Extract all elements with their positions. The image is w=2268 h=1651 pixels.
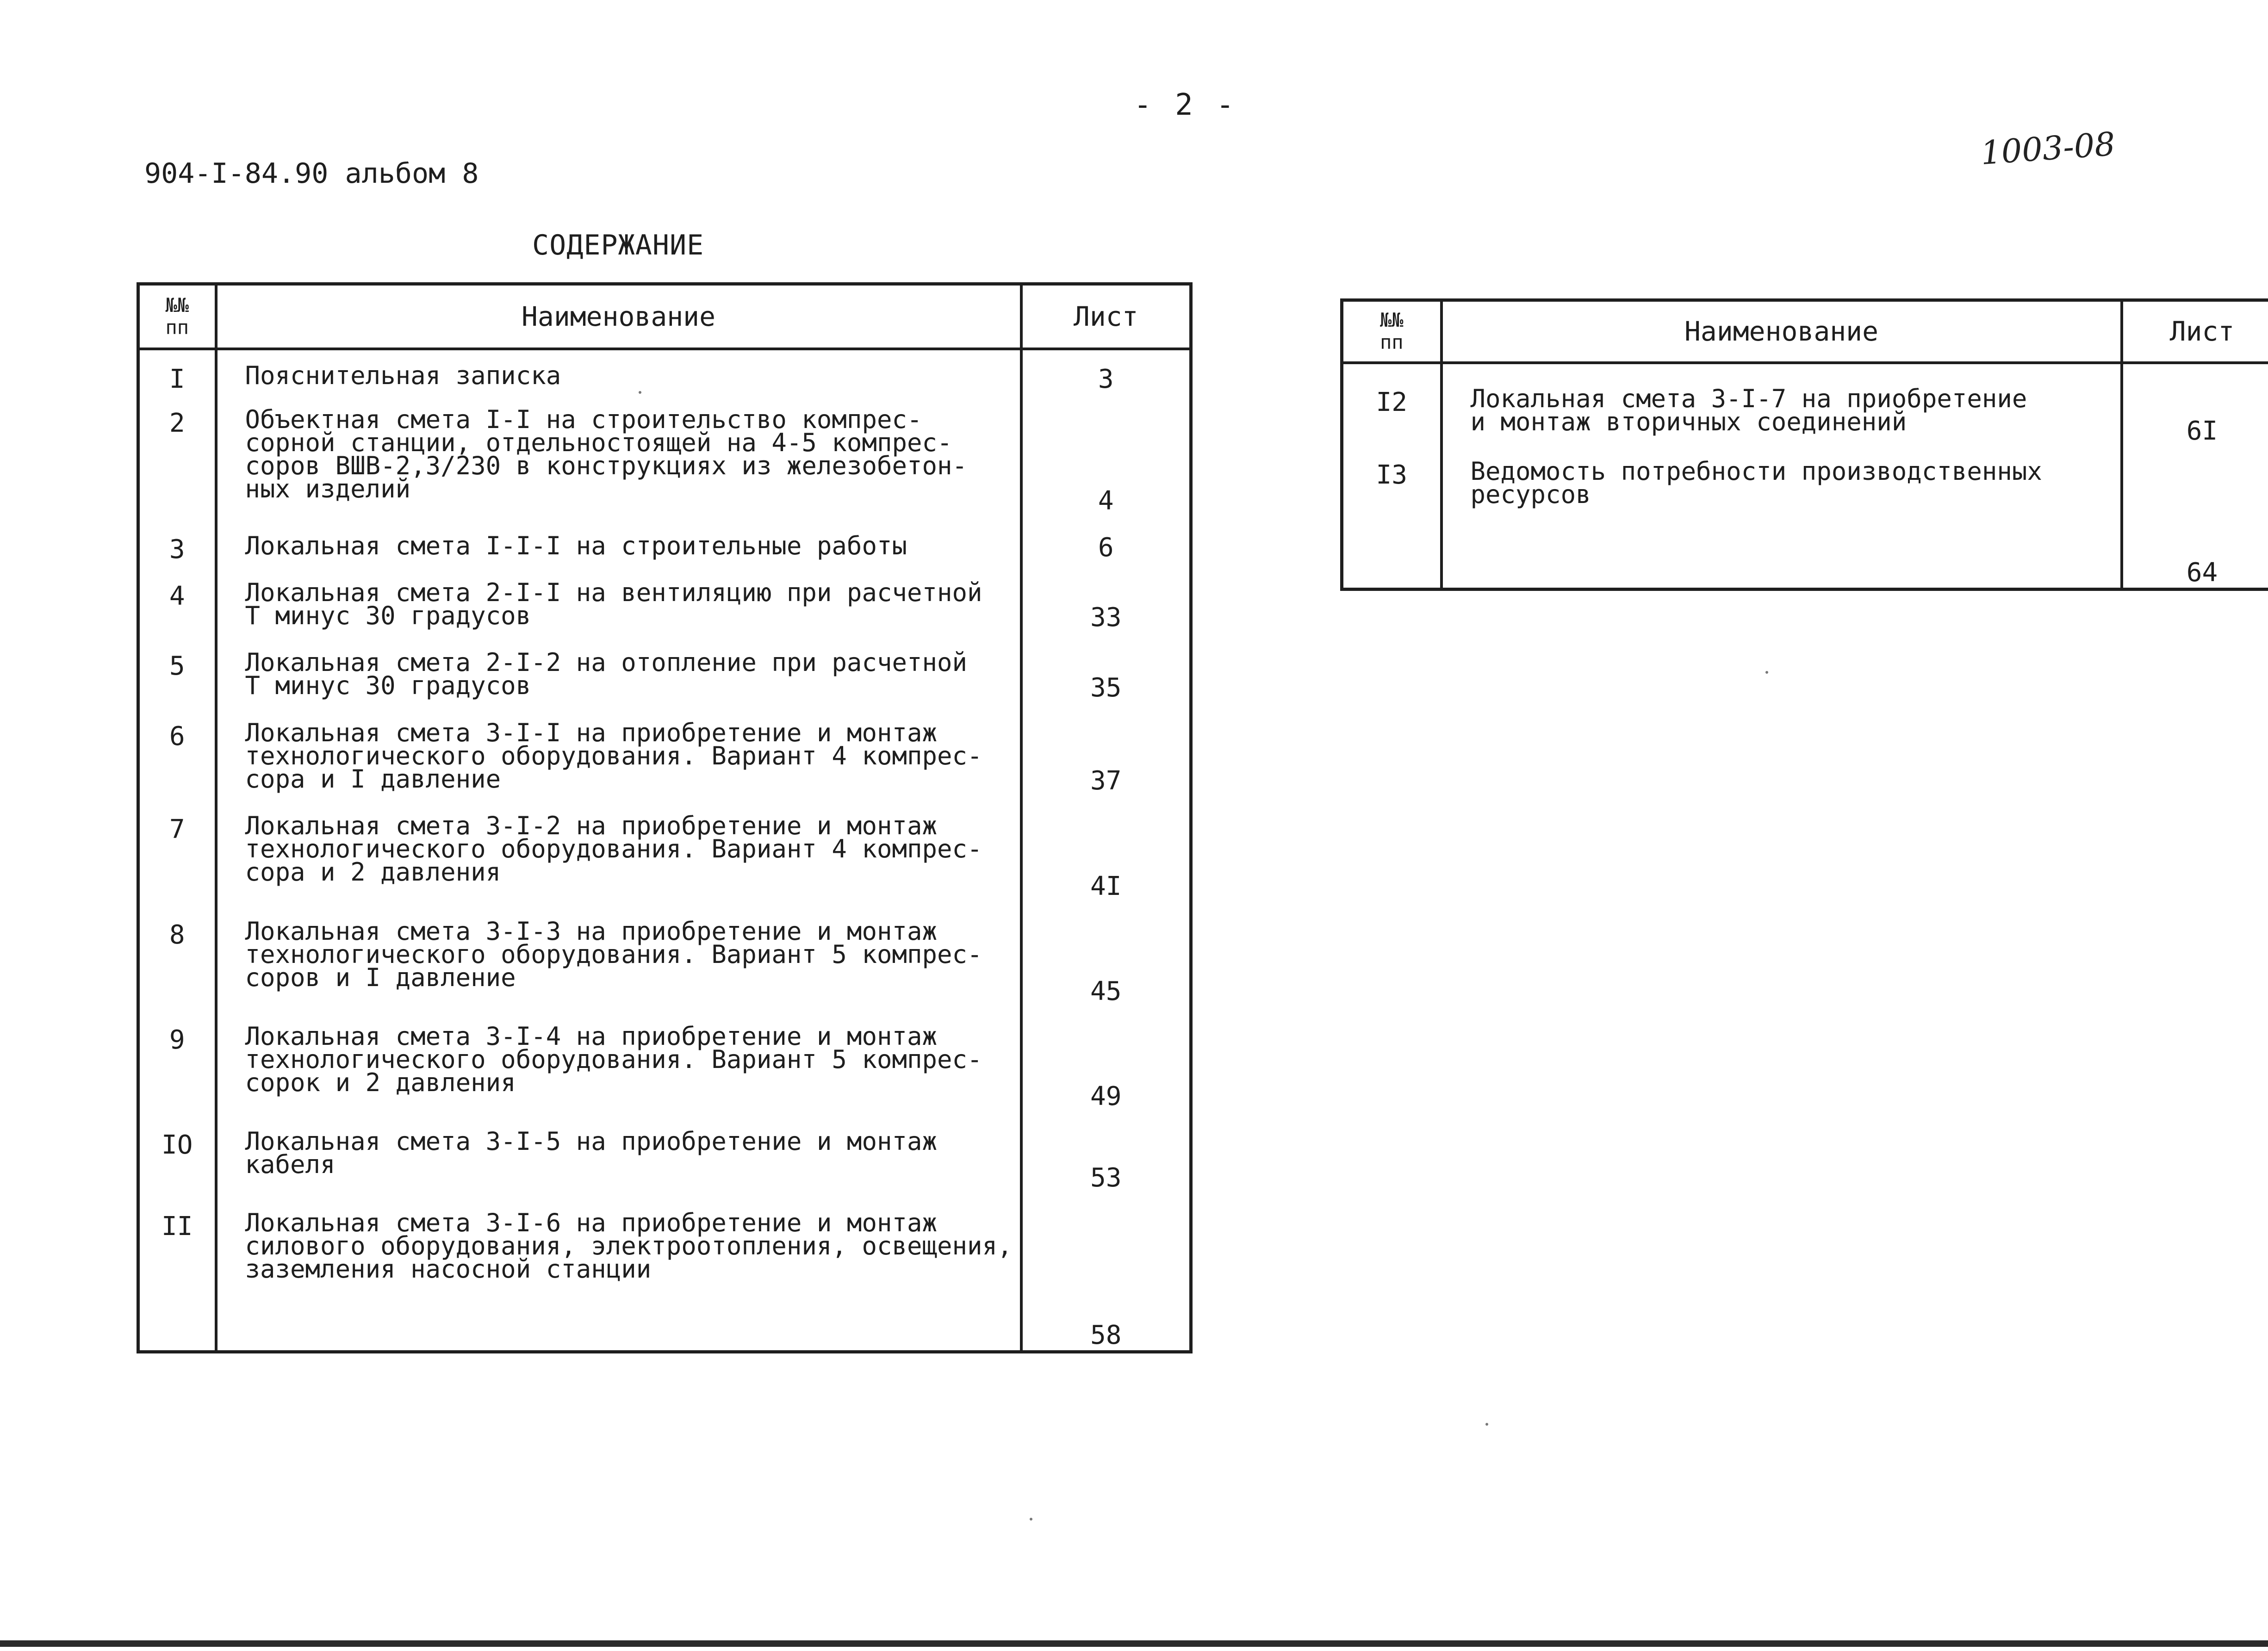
row-number: I2 bbox=[1342, 363, 1442, 451]
row-sheet: 4 bbox=[1098, 485, 1114, 516]
row-number: 6 bbox=[138, 708, 216, 801]
header-sheet: Лист bbox=[1021, 284, 1191, 349]
header-number: №№ пп bbox=[1342, 300, 1442, 363]
row-sheet: 53 bbox=[1090, 1163, 1122, 1193]
row-sheet: 64 bbox=[2186, 558, 2218, 588]
row-sheet: 6 bbox=[1098, 532, 1114, 563]
row-name: Локальная смета 2-I-2 на отопление при расчетной Т минус 30 градусов bbox=[216, 637, 1021, 707]
contents-table-right bbox=[1340, 298, 2268, 591]
header-name: Наименование bbox=[216, 284, 1021, 349]
row-number: II bbox=[138, 1198, 216, 1352]
row-sheet: 4I bbox=[1090, 871, 1122, 901]
row-name: Локальная смета 3-I-6 на приобретение и монтаж силового оборудования, электроотопления, освещения, заземления насосной станции bbox=[216, 1198, 1021, 1352]
row-sheet: 49 bbox=[1090, 1081, 1122, 1111]
row-name: Объектная смета I-I на строительство компрес- сорной станции, отдельностоящей на 4-5 компрес- соров ВШВ-2,3/230 в конструкциях из железобетон- ных изделий bbox=[216, 394, 1021, 521]
scan-speck bbox=[639, 391, 641, 394]
row-number: 7 bbox=[138, 801, 216, 906]
row-sheet: 35 bbox=[1090, 672, 1122, 703]
row-name: Локальная смета 3-I-4 на приобретение и монтаж технологического оборудования. Вариант 5 компрес- сорок и 2 давления bbox=[216, 1011, 1021, 1116]
row-name: Ведомость потребности производственных ресурсов bbox=[1442, 451, 2122, 590]
scan-speck bbox=[1765, 671, 1768, 674]
scan-speck bbox=[1485, 1423, 1488, 1426]
header-name: Наименование bbox=[1442, 300, 2122, 363]
section-title: СОДЕРЖАНИЕ bbox=[532, 229, 704, 261]
document-code: 904-I-84.90 альбом 8 bbox=[144, 157, 479, 190]
row-sheet: 33 bbox=[1090, 602, 1122, 633]
row-name: Локальная смета 3-I-7 на приобретение и монтаж вторичных соединений bbox=[1442, 363, 2122, 451]
row-sheet: 58 bbox=[1090, 1320, 1122, 1350]
header-number: №№ пп bbox=[138, 284, 216, 349]
row-number: 4 bbox=[138, 567, 216, 637]
row-number: 9 bbox=[138, 1011, 216, 1116]
row-sheet: 6I bbox=[2186, 416, 2218, 446]
row-name: Локальная смета 3-I-3 на приобретение и монтаж технологического оборудования. Вариант 5 компрес- соров и I давление bbox=[216, 906, 1021, 1011]
page-number: - 2 - bbox=[1134, 88, 1237, 122]
header-sheet: Лист bbox=[2122, 300, 2268, 363]
row-number: 8 bbox=[138, 906, 216, 1011]
row-name: Локальная смета 3-I-2 на приобретение и монтаж технологического оборудования. Вариант 4 компрес- сора и 2 давления bbox=[216, 801, 1021, 906]
contents-table-left bbox=[137, 282, 1193, 1353]
row-number: I3 bbox=[1342, 451, 1442, 590]
row-sheet: 37 bbox=[1090, 766, 1122, 796]
row-number: IO bbox=[138, 1116, 216, 1198]
row-sheet: 45 bbox=[1090, 976, 1122, 1006]
row-name: Пояснительная записка bbox=[216, 349, 1021, 395]
row-name: Локальная смета 3-I-5 на приобретение и монтаж кабеля bbox=[216, 1116, 1021, 1198]
row-name: Локальная смета I-I-I на строительные работы bbox=[216, 521, 1021, 567]
row-sheet: 3 bbox=[1098, 364, 1114, 395]
row-number: 3 bbox=[138, 521, 216, 567]
row-number: 5 bbox=[138, 637, 216, 707]
scan-speck bbox=[1030, 1518, 1032, 1521]
row-name: Локальная смета 2-I-I на вентиляцию при расчетной Т минус 30 градусов bbox=[216, 567, 1021, 637]
handwritten-code: 1003-08 bbox=[1979, 124, 2117, 173]
row-name: Локальная смета 3-I-I на приобретение и монтаж технологического оборудования. Вариант 4 компрес- сора и I давление bbox=[216, 708, 1021, 801]
row-number: I bbox=[138, 349, 216, 395]
row-number: 2 bbox=[138, 394, 216, 521]
scan-edge-line bbox=[0, 1640, 2268, 1647]
